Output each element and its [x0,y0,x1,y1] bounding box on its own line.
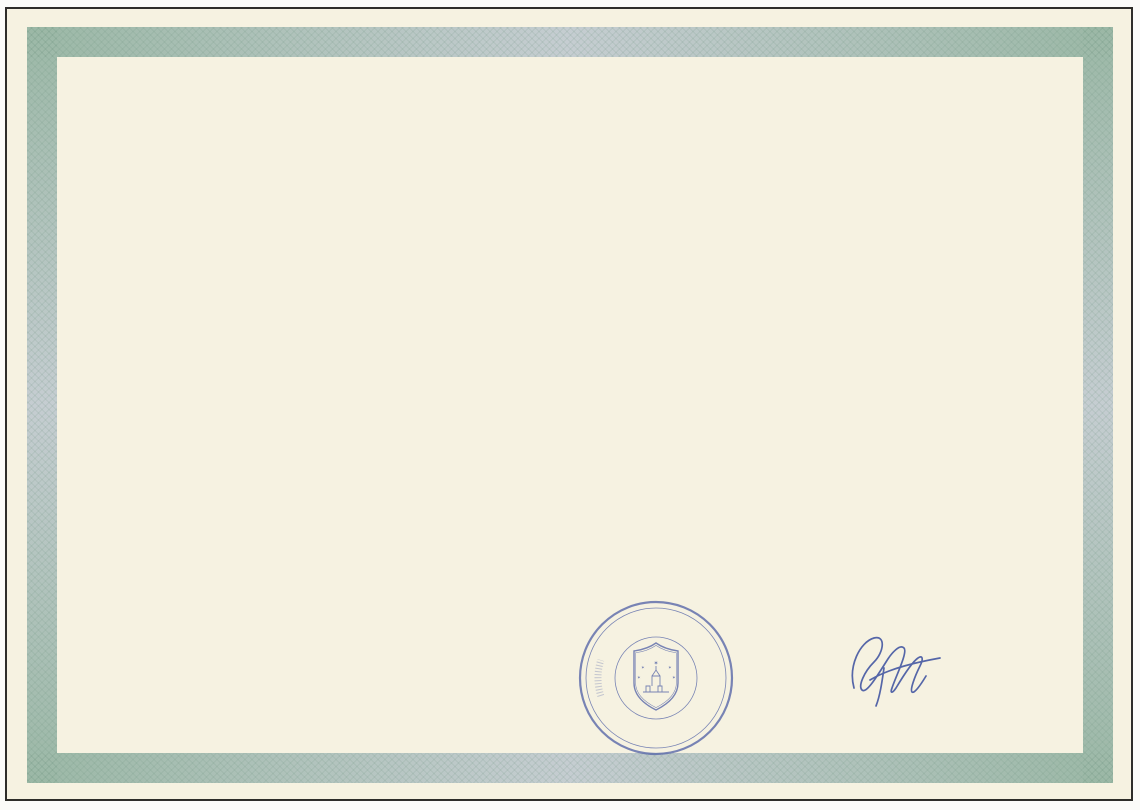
seal-star-icon: ✶ [653,660,659,667]
svg-text:✶: ✶ [641,666,645,671]
svg-text:✶: ✶ [672,676,676,681]
seal-hatching [598,660,601,696]
seal-tower-emblem [643,666,669,692]
svg-text:✶: ✶ [637,676,641,681]
seal-outer-ring [580,602,732,754]
signature [840,628,950,713]
official-seal [573,595,739,761]
svg-text:✶: ✶ [668,666,672,671]
